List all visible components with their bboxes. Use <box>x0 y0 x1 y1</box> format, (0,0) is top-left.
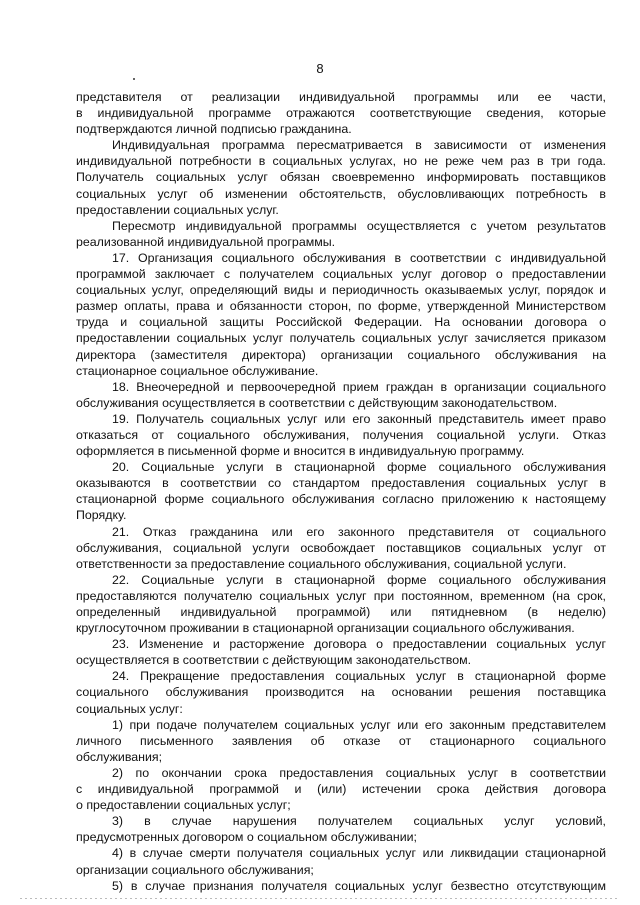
text-line: Получатель социальных услуг обязан своевременно информировать поставщиков <box>76 170 606 185</box>
text-line: представителя от реализации индивидуальной программы или ее части, <box>76 90 606 104</box>
text-line: Индивидуальная программа пересматривается в зависимости от изменения <box>112 138 606 153</box>
text-line: в индивидуальной программе отражаются соответствующие сведения, которые <box>76 106 606 121</box>
text-line: 3) в случае нарушения получателем социальных услуг условий, <box>112 814 606 829</box>
text-line: предоставлении социальных услуг получатель социальных услуг зачисляется приказом <box>76 331 606 346</box>
text-line: социальных услуг об изменении обстоятельств, обусловливающих потребность в <box>76 186 606 201</box>
text-line: реализованной индивидуальной программы. <box>76 234 336 249</box>
text-line: 18. Внеочередной и первоочередной прием граждан в организации социального <box>112 379 606 394</box>
text-line: обслуживания, социальной услуги освобождает поставщиков социальных услуг от <box>76 540 606 555</box>
page-number: 8 <box>316 61 324 76</box>
text-line: 2) по окончании срока предоставления социальных услуг в соответствии <box>112 765 606 780</box>
text-line: предусмотренных договором о социальном обслуживании; <box>76 830 417 845</box>
text-line: подтверждаются личной подписью гражданина. <box>76 122 352 137</box>
text-line: 17. Организация социального обслуживания в соответствии с индивидуальной <box>112 250 606 265</box>
text-line: организации социального обслуживания; <box>76 862 314 877</box>
text-line: директора (заместителя директора) организации социального обслуживания на <box>76 347 606 362</box>
text-line: социальных услуг: <box>76 701 183 716</box>
text-line: личного письменного заявления об отказе от стационарного социального <box>76 733 606 748</box>
text-line: оформляется в письменной форме и вносится в индивидуальную программу. <box>76 444 525 459</box>
text-line: предоставлении социальных услуг. <box>76 202 279 217</box>
text-line: определенный индивидуальной программой) или пятидневном (в неделю) <box>76 605 606 619</box>
text-line: социальных услуг, определяющий виды и периодичность оказываемых услуг, порядок и <box>76 283 606 298</box>
text-line: труда и социальной защиты Российской Федерации. На основании договора о <box>76 315 606 330</box>
text-line: отказаться от социального обслуживания, получения социальной услуги. Отказ <box>76 427 606 442</box>
scan-edge <box>20 898 620 899</box>
text-line: круглосуточном проживании в стационарной организации социального обслуживания. <box>76 621 575 636</box>
text-line: социального обслуживания производится на основании решения поставщика <box>76 685 606 700</box>
text-line: с индивидуальной программой и (или) истечении срока действия договора <box>76 782 606 797</box>
text-line: обслуживания осуществляется в соответствии с действующим законодательством. <box>76 395 558 410</box>
text-line: программой заключает с получателем социальных услуг договор о предоставлении <box>76 267 606 282</box>
text-line: обслуживания; <box>76 749 163 764</box>
text-line: Пересмотр индивидуальной программы осуществляется с учетом результатов <box>112 218 606 233</box>
text-line: оказываются в соответствии со стандартом предоставления социальных услуг в <box>76 476 606 491</box>
text-line: о предоставлении социальных услуг; <box>76 798 291 813</box>
scan-speck <box>133 78 135 80</box>
text-line: стационарной форме социального обслуживания согласно приложению к настоящему <box>76 492 606 507</box>
text-line: 4) в случае смерти получателя социальных услуг или ликвидации стационарной <box>112 846 606 861</box>
document-body <box>76 89 606 894</box>
text-line: 21. Отказ гражданина или его законного представителя от социального <box>112 524 606 539</box>
text-line: 20. Социальные услуги в стационарной форме социального обслуживания <box>112 460 606 475</box>
text-line: размер оплаты, права и обязанности сторон, по форме, утвержденной Министерством <box>76 299 606 314</box>
text-line: 24. Прекращение предоставления социальных услуг в стационарной форме <box>112 669 606 684</box>
text-line: предоставляются получателю социальных услуг при постоянном, временном (на срок, <box>76 588 606 603</box>
text-line: ответственности за предоставление социального обслуживания, социальной услуги. <box>76 556 567 571</box>
text-line: индивидуальной потребности в социальных услугах, но не реже чем раз в три года. <box>76 154 606 169</box>
text-line: Порядку. <box>76 508 127 523</box>
text-line: 22. Социальные услуги в стационарной форме социального обслуживания <box>112 572 606 587</box>
text-line: 23. Изменение и расторжение договора о предоставлении социальных услуг <box>112 637 606 652</box>
text-line: 5) в случае признания получателя социальных услуг безвестно отсутствующим <box>112 878 606 893</box>
text-line: стационарное социальное обслуживание. <box>76 363 319 378</box>
text-line: 19. Получатель социальных услуг или его законный представитель имеет право <box>112 411 606 426</box>
text-line: осуществляется в соответствии с действующим законодательством. <box>76 653 472 668</box>
text-line: 1) при подаче получателем социальных услуг или его законным представителем <box>112 717 606 732</box>
